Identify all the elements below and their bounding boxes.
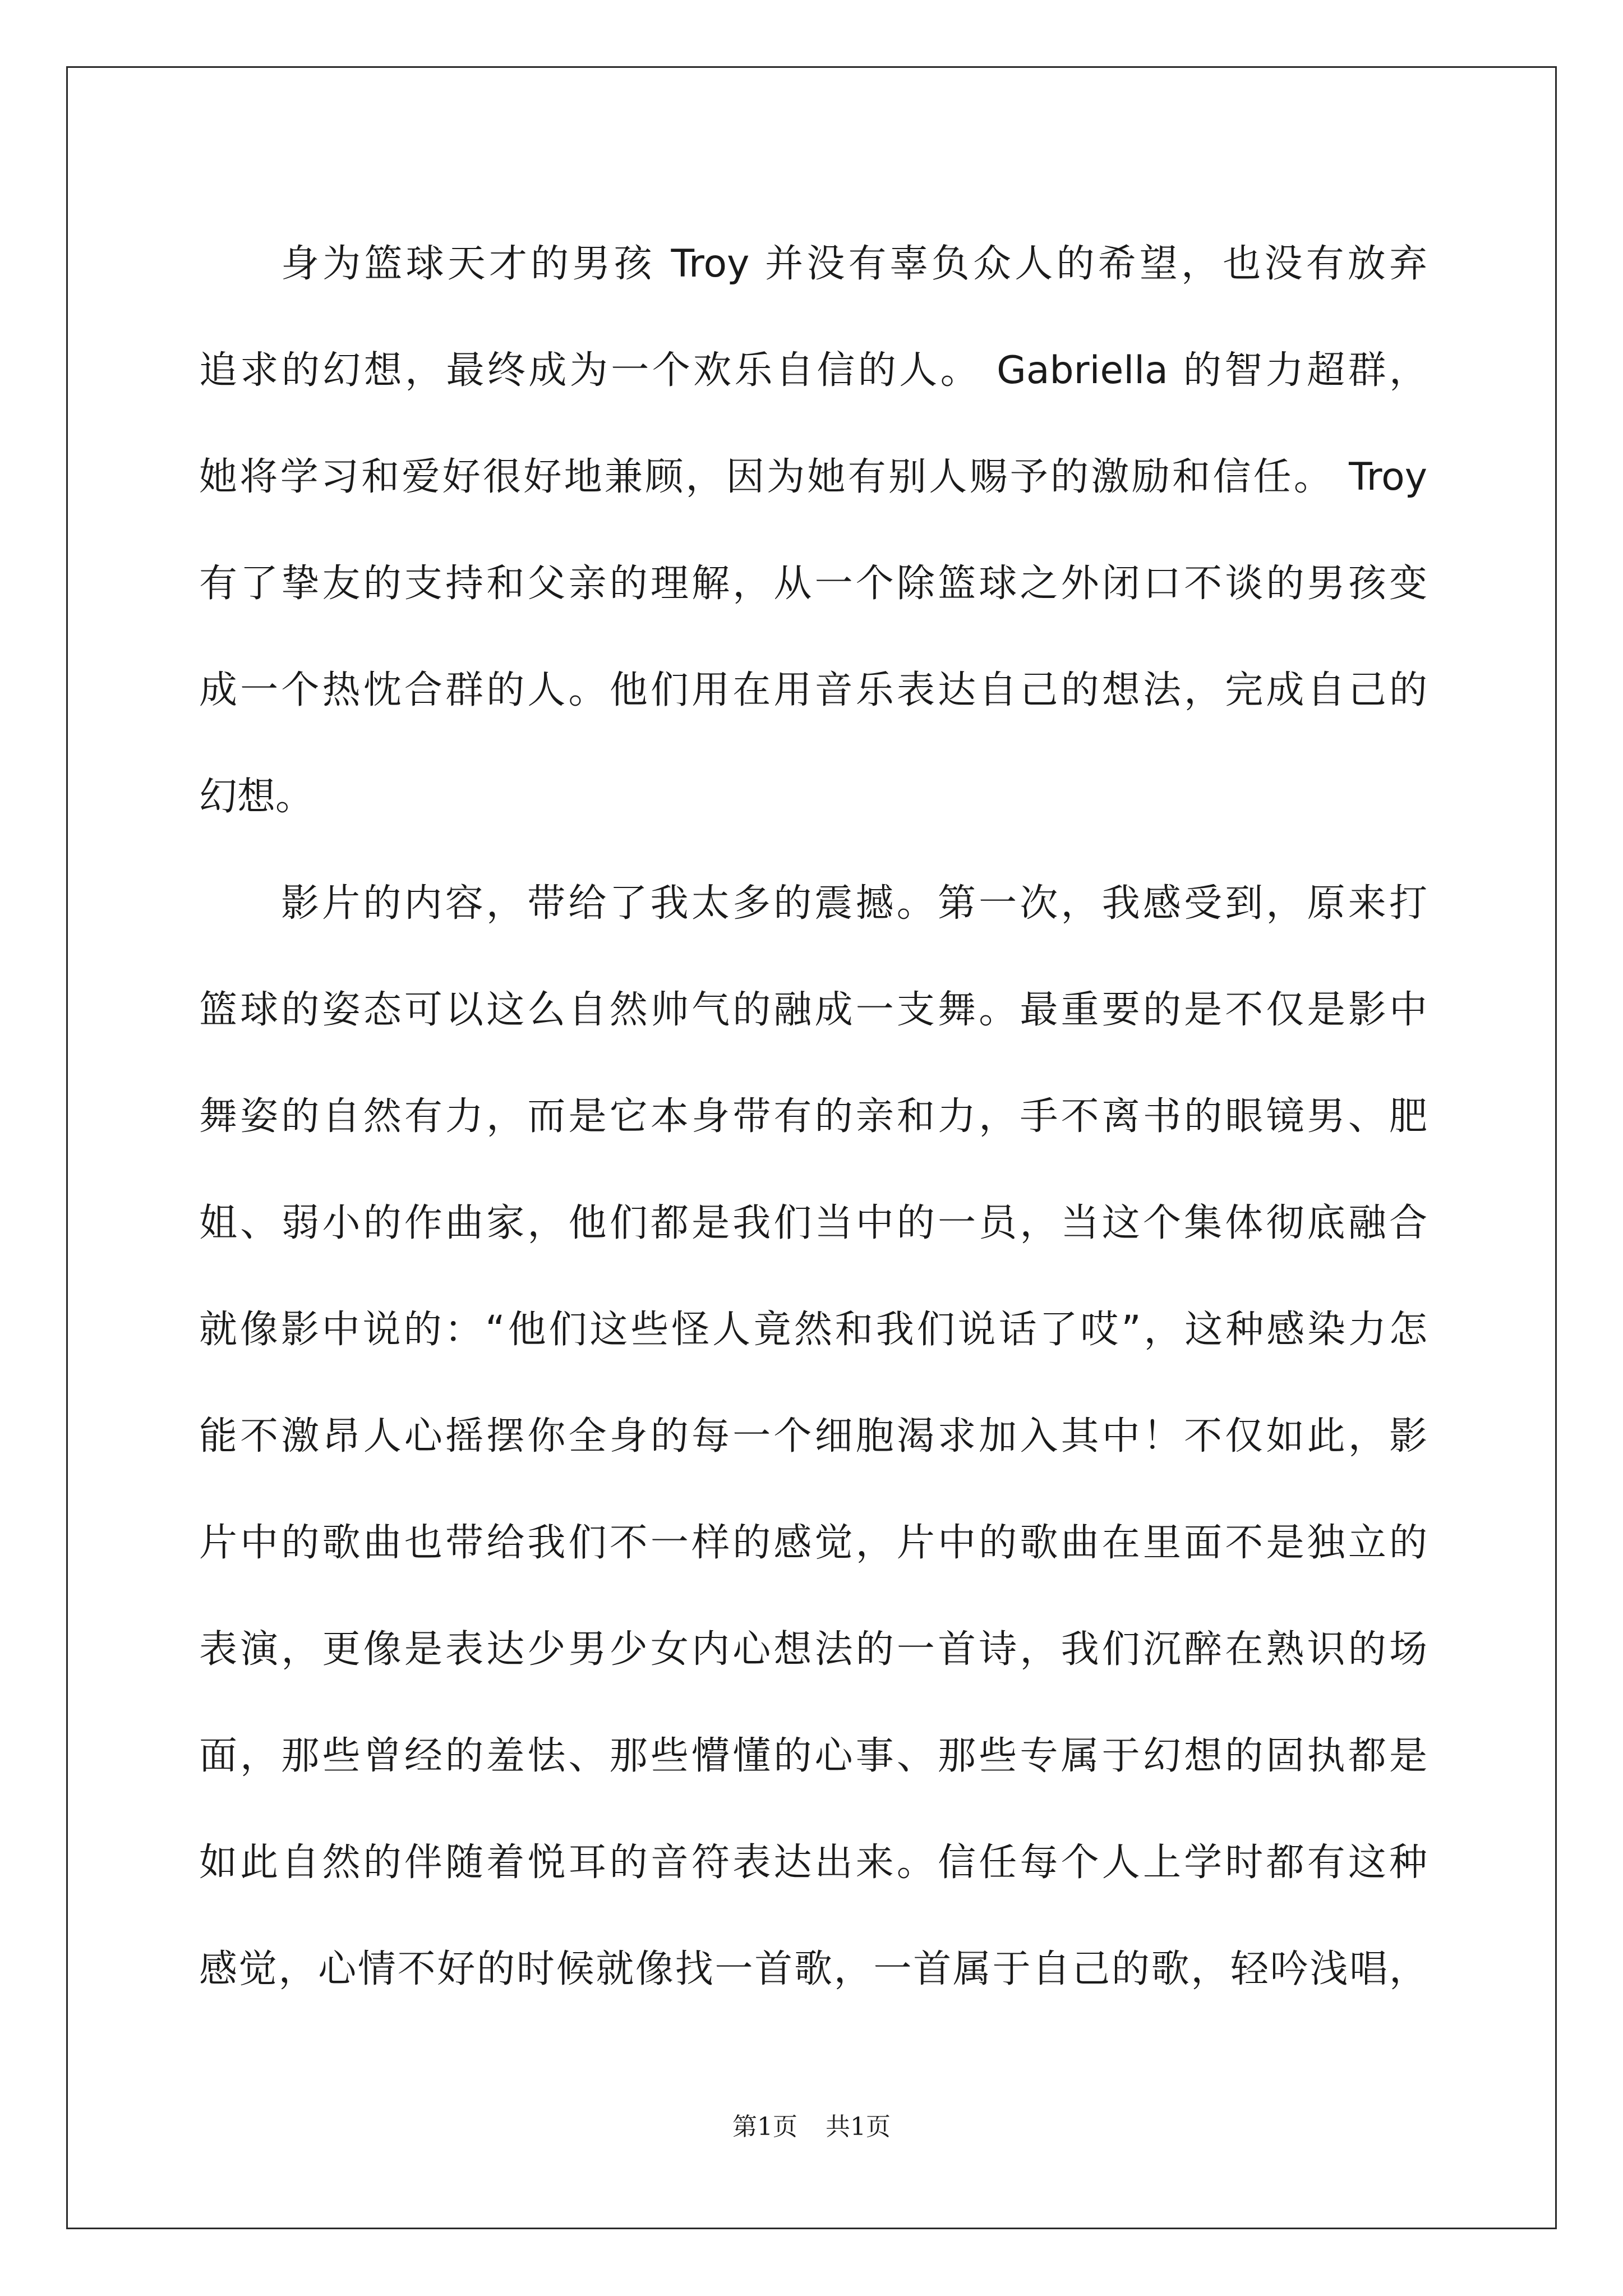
paragraph-1-line-2: 追求的幻想，最终成为一个欢乐自信的人。 Gabriella 的智力超群， <box>199 348 1427 393</box>
paragraph-2-line-7: 片中的歌曲也带给我们不一样的感觉，片中的歌曲在里面不是独立的 <box>199 1521 1427 1565</box>
paragraph-2-line-4: 姐、弱小的作曲家，他们都是我们当中的一员，当这个集体彻底融合 <box>199 1201 1427 1245</box>
paragraph-2-line-11: 感觉，心情不好的时候就像找一首歌，一首属于自己的歌，轻吟浅唱， <box>199 1947 1427 1991</box>
paragraph-1-line-3: 她将学习和爱好很好地兼顾，因为她有别人赐予的激励和信任。 Troy <box>199 455 1427 499</box>
paragraph-2-line-8: 表演，更像是表达少男少女内心想法的一首诗，我们沉醉在熟识的场 <box>199 1627 1427 1672</box>
paragraph-2-line-10: 如此自然的伴随着悦耳的音符表达出来。信任每个人上学时都有这种 <box>199 1841 1427 1885</box>
page-number-current: 第1页 <box>732 2113 797 2141</box>
paragraph-2-line-9: 面，那些曾经的羞怯、那些懵懂的心事、那些专属于幻想的固执都是 <box>199 1734 1427 1778</box>
paragraph-2-line-3: 舞姿的自然有力，而是它本身带有的亲和力，手不离书的眼镜男、肥 <box>199 1094 1427 1139</box>
paragraph-2-line-2: 篮球的姿态可以这么自然帅气的融成一支舞。最重要的是不仅是影中 <box>199 988 1427 1032</box>
paragraph-1-line-4: 有了挚友的支持和父亲的理解，从一个除篮球之外闭口不谈的男孩变 <box>199 562 1427 606</box>
paragraph-2-line-6: 能不激昂人心摇摆你全身的每一个细胞渴求加入其中！不仅如此，影 <box>199 1414 1427 1458</box>
page-footer <box>0 2106 1623 2142</box>
paragraph-2-line-5: 就像影中说的：“他们这些怪人竟然和我们说话了哎”，这种感染力怎 <box>199 1308 1427 1352</box>
page-number-total: 共1页 <box>826 2113 891 2141</box>
paragraph-1-line-5: 成一个热忱合群的人。他们用在用音乐表达自己的想法，完成自己的 <box>199 668 1427 712</box>
document-body <box>199 211 1427 2023</box>
paragraph-2-line-1: 影片的内容，带给了我太多的震撼。第一次，我感受到，原来打 <box>281 881 1427 926</box>
paragraph-1-line-6: 幻想。 <box>199 775 314 819</box>
paragraph-1-line-1: 身为篮球天才的男孩 Troy 并没有辜负众人的希望，也没有放弃 <box>281 242 1427 286</box>
